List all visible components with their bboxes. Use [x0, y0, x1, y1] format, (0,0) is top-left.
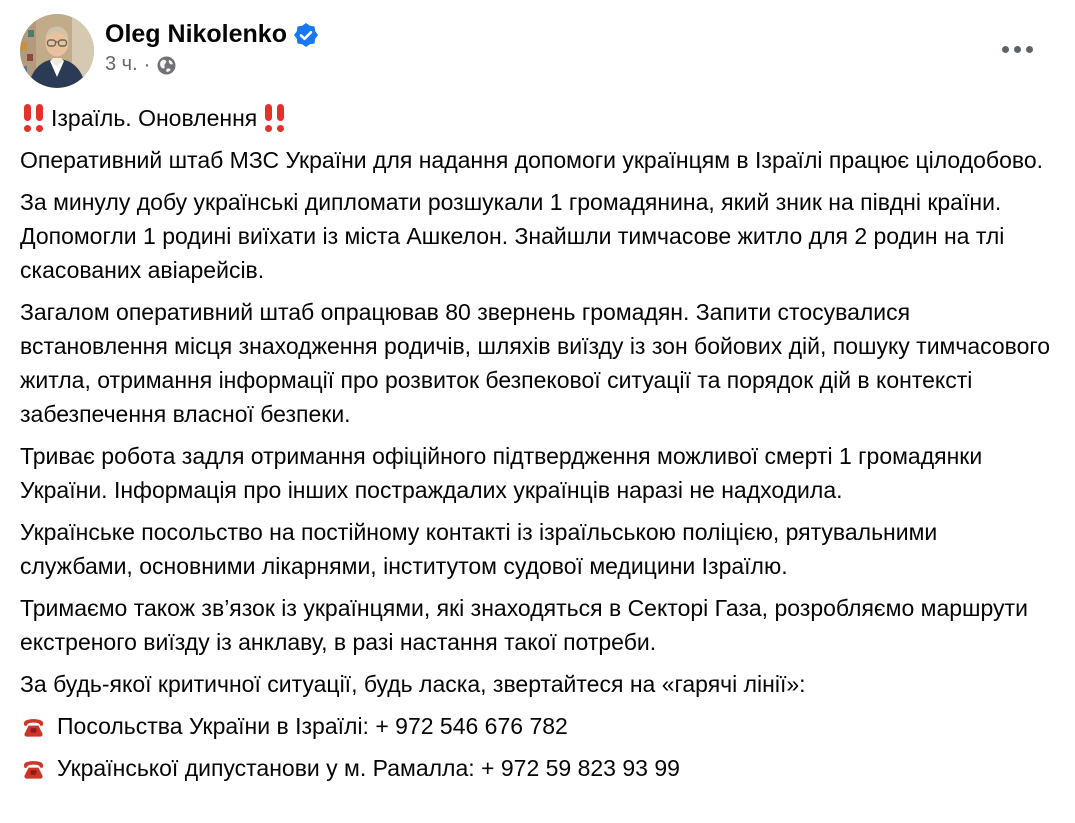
ellipsis-icon [1002, 46, 1009, 53]
post-meta [105, 53, 318, 76]
double-exclamation-icon [265, 104, 284, 132]
phone-icon [20, 713, 47, 740]
meta-separator: · [143, 53, 151, 76]
avatar[interactable] [20, 14, 94, 88]
author-name[interactable]: Oleg Nikolenko [105, 20, 287, 48]
post-paragraph: Оперативний штаб МЗС України для надання допомоги українцям в Ізраїлі працює цілодобово. [20, 147, 1044, 173]
post-options-button[interactable] [994, 38, 1041, 61]
hotline-text: Української дипустанови у м. Рамалла: + 972 59 823 93 99 [57, 755, 680, 781]
hotline-row [20, 751, 1055, 785]
hotline-row [20, 709, 1055, 743]
timestamp[interactable]: 3 ч. [105, 53, 138, 75]
post-paragraph: Загалом оперативний штаб опрацював 80 звернень громадян. Запити стосувалися встановлення місця знаходження родичів, шляхів виїзду із зон бойових дій, пошуку тимчасового житла, отримання інформації про розвиток безпекової ситуації та порядок дій в контексті забезпечення власної безпеки. [20, 299, 1051, 427]
phone-icon [20, 755, 47, 782]
verified-badge-icon [294, 23, 318, 47]
post-paragraph: Триває робота задля отримання офіційного підтвердження можливої смерті 1 громадянки України. Інформація про інших постраждалих українців наразі не надходила. [20, 443, 983, 503]
hotline-text: Посольства України в Ізраїлі: + 972 546 676 782 [57, 713, 568, 739]
header-info [105, 14, 318, 76]
post-title [20, 101, 1055, 135]
post-body [20, 88, 1055, 785]
post-paragraph: За минулу добу українські дипломати розшукали 1 громадянина, який зник на півдні країни. Допомогли 1 родині виїхати із міста Ашкелон. Знайшли тимчасове житло для 2 родин на тлі скасованих авіарейсів. [20, 189, 1005, 283]
post-header [20, 14, 1055, 88]
post-paragraph: Українське посольство на постійному контакті із ізраїльською поліцією, рятувальними службами, основними лікарнями, інститутом судової медицини Ізраїлю. [20, 519, 938, 579]
double-exclamation-icon [24, 104, 43, 132]
post-title-text: Ізраїль. Оновлення [51, 105, 258, 131]
globe-icon [156, 55, 177, 76]
post-paragraph: За будь-якої критичної ситуації, будь ласка, звертайтеся на «гарячі лінії»: [20, 671, 806, 697]
post-paragraph: Тримаємо також зв’язок із українцями, які знаходяться в Секторі Газа, розробляємо маршрути екстреного виїзду із анклаву, в разі настання такої потреби. [20, 595, 1028, 655]
